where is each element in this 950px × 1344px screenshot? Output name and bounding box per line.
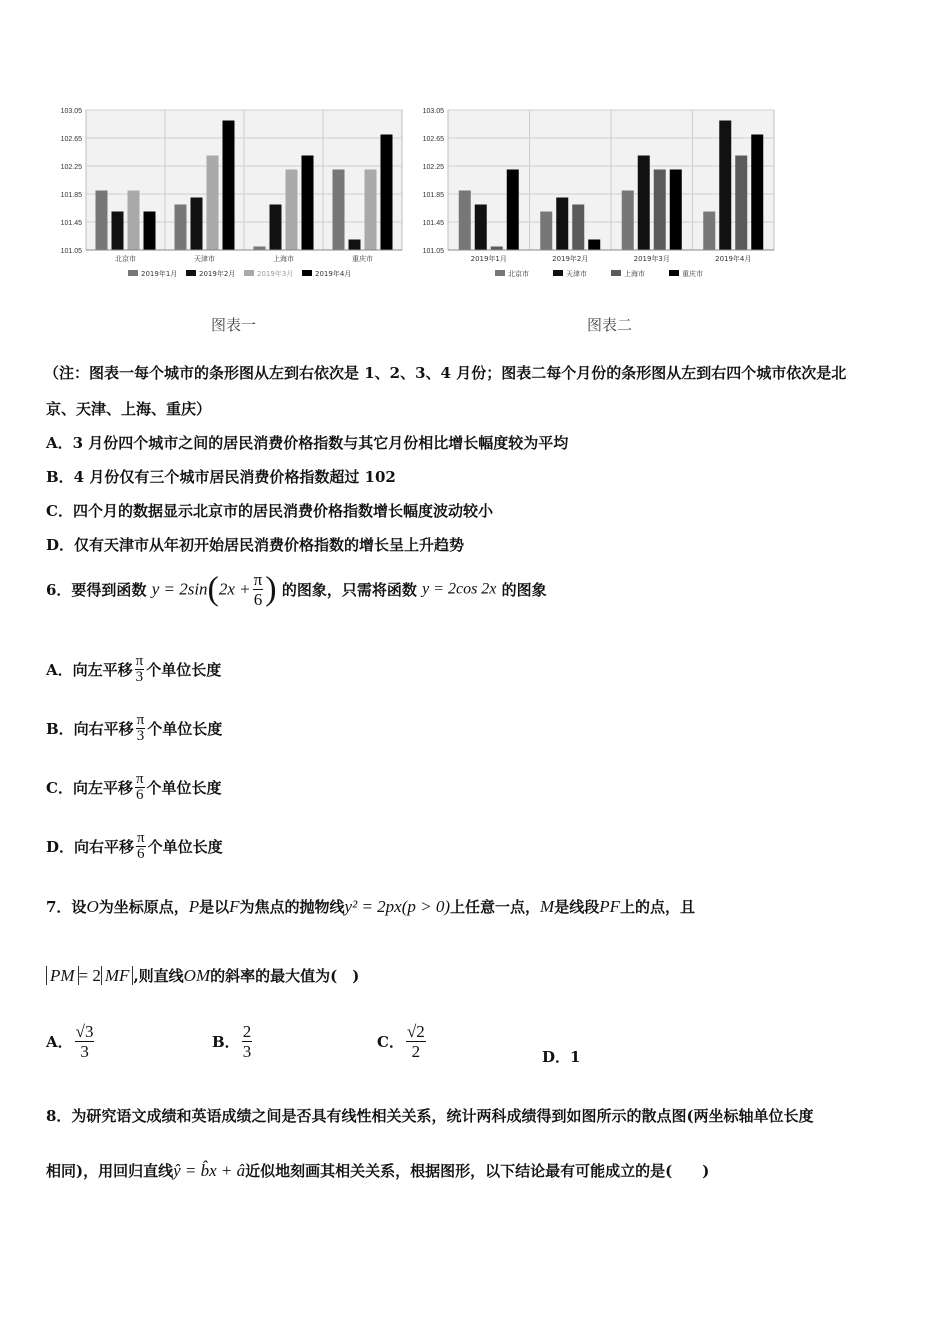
- q7-b-num: 2: [242, 1022, 252, 1041]
- q8-line1: 8．为研究语文成绩和英语成绩之间是否具有线性相关关系，统计两科成绩得到如图所示的散点图(两坐标轴单位长度: [46, 1107, 814, 1125]
- q7-a-den: 3: [80, 1042, 89, 1061]
- q7-OM: OM: [183, 966, 211, 985]
- q6-func1-inner: 2x +: [218, 579, 251, 599]
- chart-one: [46, 100, 406, 290]
- q7-b-den: 3: [242, 1042, 252, 1061]
- chart-two-caption: 图表二: [587, 316, 633, 334]
- q6-d-den: 6: [137, 846, 145, 862]
- q7-option-b: [212, 1022, 254, 1061]
- q7-PM: PM: [46, 966, 79, 985]
- q7-t2: 为坐标原点，: [98, 898, 189, 916]
- chart-one-caption: 图表一: [211, 316, 257, 334]
- legend-label: 2019年4月: [315, 270, 352, 278]
- q6-paren-close: ): [265, 570, 277, 608]
- q7-PF: PF: [599, 897, 620, 916]
- legend-swatch: [302, 270, 312, 276]
- bar: [719, 121, 731, 251]
- q7-M: M: [540, 897, 555, 916]
- x-tick-label: 北京市: [115, 255, 136, 263]
- q7-option-d: D．1: [542, 1048, 581, 1066]
- x-tick-label: 上海市: [273, 255, 294, 263]
- q6-a-num: π: [135, 653, 144, 669]
- bar: [556, 198, 568, 251]
- q6-c-frac: [135, 772, 145, 803]
- q7-stem-line2: [46, 965, 359, 986]
- q6-option-d: [46, 831, 223, 862]
- bar: [270, 205, 282, 251]
- bar: [207, 156, 219, 251]
- legend-swatch: [128, 270, 138, 276]
- q7-P: P: [188, 897, 200, 916]
- bar: [349, 240, 361, 251]
- bar: [475, 205, 487, 251]
- q7-t8: ,则直线: [133, 967, 184, 985]
- q6-frac-den: 6: [253, 590, 263, 609]
- q7-option-a: [46, 1022, 96, 1061]
- legend-swatch: [495, 270, 505, 276]
- q6-func1-left: y = 2sin: [151, 579, 208, 599]
- bar: [638, 156, 650, 251]
- bar: [144, 212, 156, 251]
- y-tick-label: 103.05: [422, 108, 444, 115]
- bar: [572, 205, 584, 251]
- q6-a-den: 3: [135, 669, 144, 685]
- q6-pi-over-6: [253, 570, 264, 609]
- chart-two-svg: [408, 100, 778, 290]
- y-tick-label: 101.85: [60, 192, 82, 199]
- legend-swatch: [611, 270, 621, 276]
- q6-option-c: [46, 772, 222, 803]
- q5-note-line2: 京、天津、上海、重庆）: [46, 400, 212, 418]
- q6-c-den: 6: [135, 787, 144, 803]
- q7-t1: 7．设: [46, 898, 87, 916]
- bar: [333, 170, 345, 251]
- q7-a-label: A．: [46, 1033, 73, 1051]
- y-tick-label: 101.45: [422, 220, 444, 227]
- legend-label: 天津市: [566, 270, 587, 278]
- q6-b-label: B．向右平移: [46, 720, 134, 738]
- bar: [507, 170, 519, 251]
- q7-F: F: [229, 897, 240, 916]
- y-tick-label: 102.65: [422, 136, 444, 143]
- q7-c-frac: [406, 1022, 426, 1061]
- q6-frac-num: π: [253, 570, 263, 589]
- q6-b-frac: [136, 713, 146, 744]
- q6-d-num: π: [137, 830, 145, 846]
- y-tick-label: 101.45: [60, 220, 82, 227]
- q7-c-den: 2: [411, 1042, 421, 1061]
- q5-option-b: B．4 月份仅有三个城市居民消费价格指数超过 102: [46, 468, 396, 486]
- bar: [254, 247, 266, 251]
- q7-t3: 是以: [199, 898, 230, 916]
- q5-option-c: C．四个月的数据显示北京市的居民消费价格指数增长幅度波动较小: [46, 502, 493, 520]
- legend-swatch: [186, 270, 196, 276]
- q6-func2: y = 2cos 2x: [422, 580, 497, 598]
- y-tick-label: 101.05: [60, 248, 82, 255]
- q7-c-num: √2: [406, 1022, 425, 1041]
- q5-note-line1: （注：图表一每个城市的条形图从左到右依次是 1、2、3、4 月份；图表二每个月份的条形图从左到右四个城市依次是北: [44, 364, 847, 382]
- q6-mid: 的图象，只需将函数: [281, 581, 417, 599]
- q6-d-label: D．向右平移: [46, 838, 135, 856]
- chart-one-svg: [46, 100, 406, 290]
- y-tick-label: 102.25: [60, 164, 82, 171]
- bar: [112, 212, 124, 251]
- bar: [381, 135, 393, 251]
- q8-line2-pre: 相同)，用回归直线: [46, 1162, 174, 1180]
- bar: [491, 247, 503, 251]
- bar: [654, 170, 666, 251]
- bar: [622, 191, 634, 251]
- q8-regression: ŷ = b̂x + â: [173, 1161, 246, 1180]
- q6-b-tail: 个单位长度: [147, 720, 223, 738]
- q7-option-c: [377, 1022, 428, 1061]
- q6-suffix: 的图象: [501, 581, 547, 599]
- x-tick-label: 2019年1月: [470, 255, 507, 263]
- bar: [286, 170, 298, 251]
- legend-label: 北京市: [508, 270, 529, 278]
- q7-t7: 上的点，且: [619, 898, 695, 916]
- q6-a-tail: 个单位长度: [146, 661, 222, 679]
- q6-c-tail: 个单位长度: [146, 779, 222, 797]
- bar: [365, 170, 377, 251]
- q7-O: O: [86, 897, 99, 916]
- q7-t6: 是线段: [554, 898, 600, 916]
- legend-swatch: [244, 270, 254, 276]
- q6-stem: [46, 570, 547, 609]
- q7-a-num: √3: [75, 1022, 94, 1041]
- bar: [191, 198, 203, 251]
- q7-a-frac: [75, 1022, 95, 1061]
- bar: [703, 212, 715, 251]
- q7-MF: MF: [101, 966, 134, 985]
- q7-parabola: y² = 2px(p > 0): [344, 897, 450, 916]
- q6-c-label: C．向左平移: [46, 779, 133, 797]
- legend-label: 2019年2月: [199, 270, 236, 278]
- q6-a-label: A．向左平移: [46, 661, 133, 679]
- bar: [175, 205, 187, 251]
- y-tick-label: 102.65: [60, 136, 82, 143]
- q7-c-label: C．: [377, 1033, 404, 1051]
- legend-label: 2019年3月: [257, 270, 294, 278]
- q7-b-label: B．: [212, 1033, 240, 1051]
- q5-option-a: A．3 月份四个城市之间的居民消费价格指数与其它月份相比增长幅度较为平均: [46, 434, 569, 452]
- q6-d-tail: 个单位长度: [147, 838, 223, 856]
- q7-t4: 为焦点的抛物线: [239, 898, 345, 916]
- legend-swatch: [669, 270, 679, 276]
- q6-b-num: π: [136, 712, 145, 728]
- q6-b-den: 3: [136, 728, 145, 744]
- y-tick-label: 102.25: [422, 164, 444, 171]
- q8-line2: [46, 1160, 709, 1181]
- q6-paren-open: (: [207, 570, 219, 608]
- q7-t9: 的斜率的最大值为( ): [210, 967, 360, 985]
- legend-label: 重庆市: [682, 270, 703, 278]
- bar: [735, 156, 747, 251]
- q7-stem-line1: [46, 896, 695, 917]
- q6-c-num: π: [135, 771, 144, 787]
- bar: [751, 135, 763, 251]
- q7-eq2: = 2: [78, 966, 101, 985]
- q5-option-d: D．仅有天津市从年初开始居民消费价格指数的增长呈上升趋势: [46, 536, 465, 554]
- x-tick-label: 2019年4月: [715, 255, 752, 263]
- bar: [128, 191, 140, 251]
- bar: [670, 170, 682, 251]
- q6-option-a: [46, 654, 221, 685]
- bar: [223, 121, 235, 251]
- q7-t5: 上任意一点，: [450, 898, 541, 916]
- chart-two: [408, 100, 778, 290]
- q7-b-frac: [242, 1022, 253, 1061]
- q6-a-frac: [135, 654, 145, 685]
- bar: [540, 212, 552, 251]
- legend-label: 2019年1月: [141, 270, 178, 278]
- bar: [459, 191, 471, 251]
- x-tick-label: 2019年3月: [633, 255, 670, 263]
- bar: [588, 240, 600, 251]
- q6-option-b: [46, 713, 222, 744]
- x-tick-label: 重庆市: [352, 255, 373, 263]
- q6-prefix: 6．要得到函数: [46, 581, 147, 599]
- y-tick-label: 101.05: [422, 248, 444, 255]
- legend-label: 上海市: [624, 270, 645, 278]
- x-tick-label: 2019年2月: [552, 255, 589, 263]
- y-tick-label: 103.05: [60, 108, 82, 115]
- y-tick-label: 101.85: [422, 192, 444, 199]
- q6-d-frac: [136, 831, 146, 862]
- bar: [96, 191, 108, 251]
- legend-swatch: [553, 270, 563, 276]
- q8-line2-post: 近似地刻画其相关关系，根据图形，以下结论最有可能成立的是( ): [245, 1162, 710, 1180]
- bar: [302, 156, 314, 251]
- x-tick-label: 天津市: [194, 255, 215, 263]
